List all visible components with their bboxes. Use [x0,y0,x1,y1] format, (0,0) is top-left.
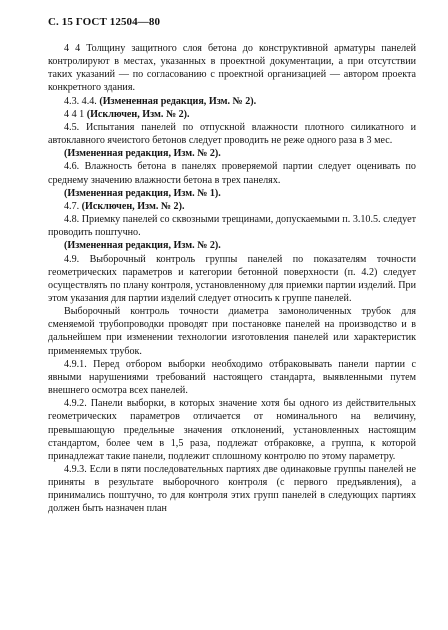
paragraph-text: Толщину защитного слоя бетона до конструктивной арматуры панелей контролируют в местах, указанных в проектной документации, а при отсутствии таких указаний — по согласованию с проектной организацией — автором проекта конкретного здания. [48,43,416,94]
paragraph [48,213,416,239]
clause-number: 4.6. [64,161,80,173]
paragraph [48,95,416,108]
paragraph-text: Если в пяти последовательных партиях две одинаковые группы панелей не приняты в результате выборочного контроля (с первого предъявления), а принимались поштучно, то для контроля этих групп панелей в следующих партиях должен быть назначен план [48,464,416,515]
paragraph-text: Панели выборки, в которых значение хотя бы одного из действительных геометрических параметров отличается от номинального на величину, превышающую предельные значения отклонений, установленных настоящим стандартом, более чем в 1,5 раза, подлежат отбраковке, а группа, к которой принадлежат такие панели, подлежит сплошному контролю по этому параметру. [48,398,416,462]
paragraph [48,121,416,147]
amendment-note: (Измененная редакция, Изм. № 2). [64,240,221,252]
paragraph [48,397,416,463]
paragraph [48,187,416,200]
clause-number: 4.9.2. [64,398,87,410]
paragraph [48,42,416,95]
clause-number: 4.9.1. [64,358,87,370]
amendment-note: (Исключен, Изм. № 2). [86,108,190,120]
paragraph-text: Выборочный контроль точности диаметра замоноличенных трубок для сменяемой трубопроводки проводят при постановке панелей на производство и в дальнейшем при изменении технологии изготовления панелей или характеристик применяемых трубок. [48,306,416,357]
paragraph [48,147,416,160]
paragraph-text: Приемку панелей со сквозными трещинами, допускаемыми п. 3.10.5. следует проводить поштучно. [48,214,416,239]
document-page [48,16,416,516]
amendment-note: (Исключен, Изм. № 2). [81,200,185,212]
paragraph-text: Испытания панелей по отпускной влажности плотного силикатного и автоклавного ячеистого бетонов следует проводить не реже одного раза в 3 мес. [48,121,417,147]
paragraph [48,108,416,121]
paragraph [48,160,416,186]
clause-number: 4.9.3. [64,464,87,475]
document-body [48,42,416,516]
clause-number: 4.5. [64,121,80,133]
paragraph [48,463,416,516]
paragraph [48,239,416,252]
paragraph [48,358,416,397]
page-header: С. 15 ГОСТ 12504—80 [48,16,161,28]
clause-number: 4 4 [64,43,81,54]
amendment-note: (Измененная редакция, Изм. № 1). [64,187,221,199]
paragraph [48,305,416,358]
paragraph-text: Выборочный контроль группы панелей по показателям точности геометрических параметров и категории бетонной поверхности (п. 4.2) следует осуществлять по плану контроля, установленному для приемки партии изделий. При этом указания для партии изделий следует относить к группе панелей. [48,253,416,304]
clause-number: 4.3. 4.4. [64,95,97,107]
paragraph [48,200,416,213]
paragraph-text: Влажность бетона в панелях проверяемой партии следует оценивать по среднему значению влажности бетона в трех панелях. [48,161,416,186]
paragraph [48,253,416,306]
clause-number: 4 4 1 [64,108,85,120]
clause-number: 4.9. [64,253,80,265]
amendment-note: (Измененная редакция, Изм. № 2). [64,148,221,160]
clause-number: 4.8. [64,214,80,226]
amendment-note: (Измененная редакция, Изм. № 2). [99,95,257,107]
clause-number: 4.7. [64,200,80,212]
paragraph-text: Перед отбором выборки необходимо отбраковывать панели партии с явными нарушениями требований настоящего стандарта, выявленными путем внешнего осмотра всех панелей. [48,358,416,397]
